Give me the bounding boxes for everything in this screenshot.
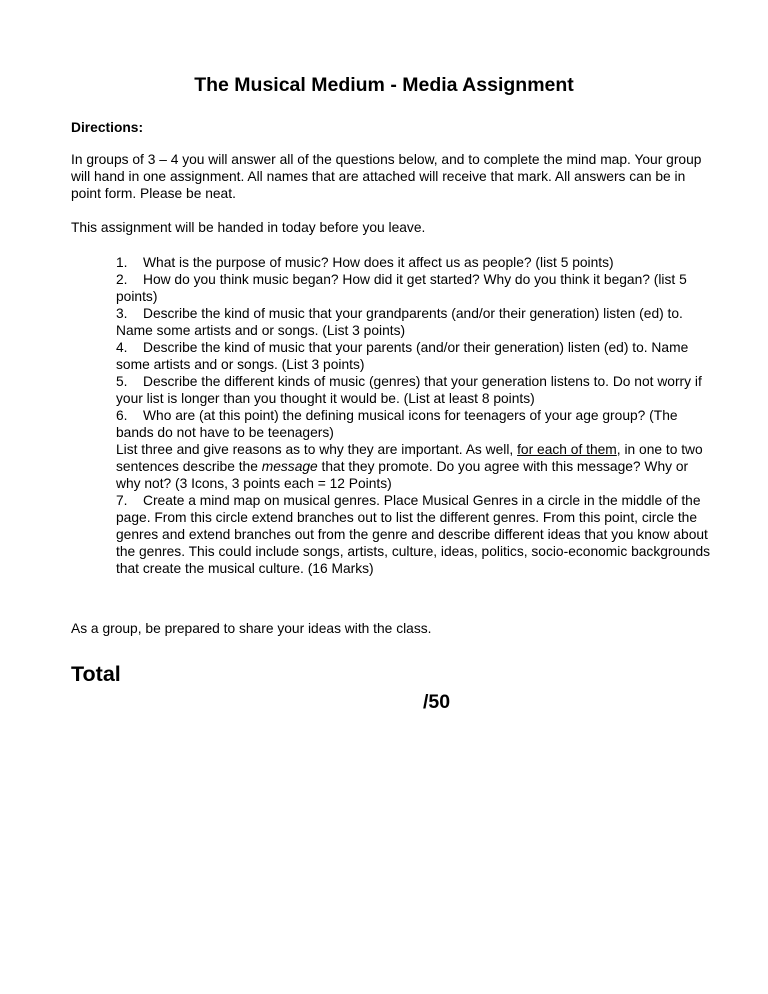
directions-label: Directions: (71, 120, 144, 135)
question-5: 5. Describe the different kinds of music (genres) that your generation listens to. Do not worry if your list is longer than you thought it would be. (List at least 8 points) (116, 374, 702, 406)
question-6-followup: List three and give reasons as to why they are important. As well, for each of them, in one to two sentences describe the message that they promote. Do you agree with this message? Why or why not? (3 Icons, 3 points each = 12 Points) (116, 442, 703, 491)
total-score: /50 (423, 691, 451, 713)
question-list (116, 254, 716, 577)
question-7: 7. Create a mind map on musical genres. Place Musical Genres in a circle in the middle of the page. From this circle extend branches out to list the different genres. From this point, circle the genres and extend branches out from the genre and describe different ideas that you know about the genres. This could include songs, artists, culture, ideas, politics, socio-economic backgrounds that create the musical culture. (16 Marks) (116, 493, 711, 576)
group-note: As a group, be prepared to share your ideas with the class. (71, 621, 432, 636)
document-title: The Musical Medium - Media Assignment (194, 74, 574, 96)
question-4: 4. Describe the kind of music that your parents (and/or their generation) listen (ed) to. Name some artists and or songs. (List 3 points) (116, 340, 689, 372)
intro-paragraph: In groups of 3 – 4 you will answer all of the questions below, and to complete the mind map. Your group will hand in one assignment. All names that are attached will receive that mark. All answers can be in point form. Please be neat. (71, 152, 702, 201)
question-2: 2. How do you think music began? How did it get started? Why do you think it began? (list 5 points) (116, 272, 687, 304)
question-1: 1. What is the purpose of music? How does it affect us as people? (list 5 points) (116, 255, 614, 270)
question-6: 6. Who are (at this point) the defining musical icons for teenagers of your age group? (The bands do not have to be teenagers) (116, 408, 678, 440)
handed-in-note: This assignment will be handed in today before you leave. (71, 220, 426, 235)
question-3: 3. Describe the kind of music that your grandparents (and/or their generation) listen (ed) to. Name some artists and or songs. (List 3 points) (116, 306, 683, 338)
total-label: Total (71, 662, 121, 686)
